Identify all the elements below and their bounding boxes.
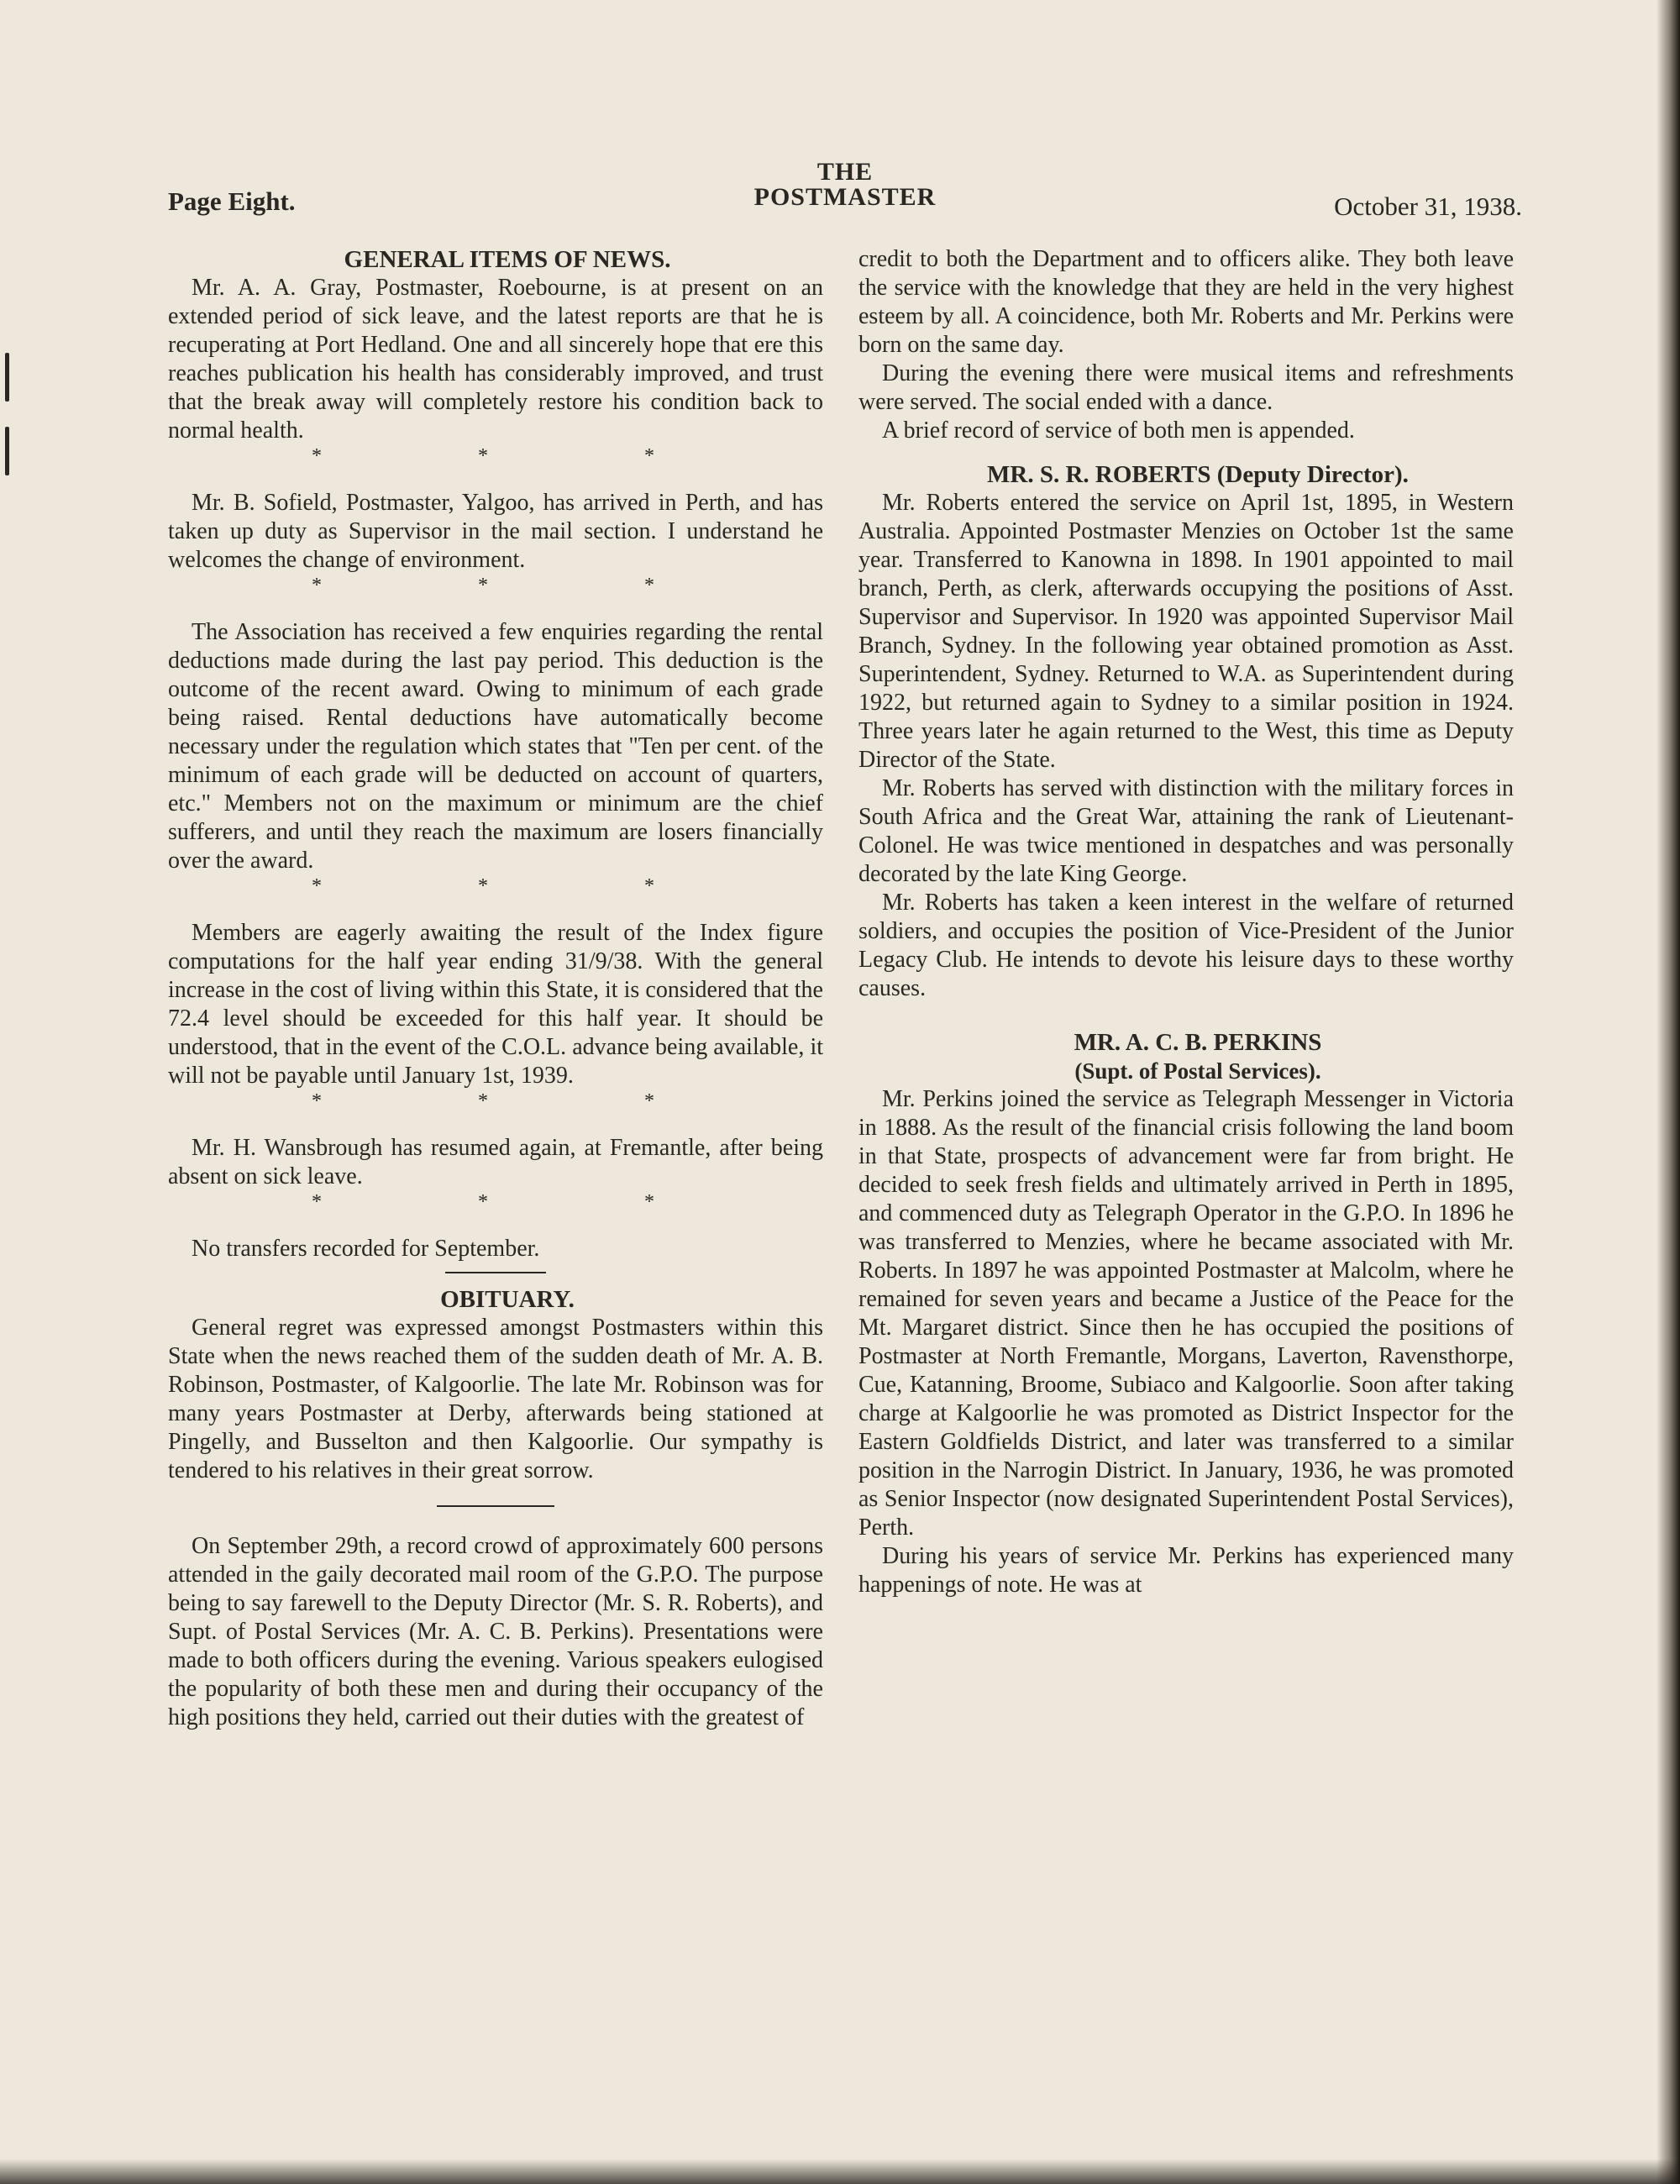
right-column	[858, 245, 1514, 1599]
news-item-transfers: No transfers recorded for September.	[192, 1236, 540, 1262]
roberts-military: Mr. Roberts has served with distinction with the military forces in South Africa and the Great War, attaining the rank of Lieutenant-Colonel. He was twice mentioned in despatches and was personally decorated by the late King George.	[858, 775, 1514, 887]
page-bottom-shadow	[0, 2159, 1680, 2184]
divider	[445, 1272, 546, 1273]
obituary-text: General regret was expressed amongst Postmasters within this State when the news reached them of the sudden death of Mr. A. B. Robinson, Postmaster, of Kalgoorlie. The late Mr. Robinson was for many years Postmaster at Derby, afterwards being stationed at Pingelly, and Busselton and then Kalgoorlie. Our sympathy is tendered to his relatives in their great sorrow.	[168, 1315, 823, 1483]
page-edge-shadow	[1656, 0, 1680, 2184]
separator-stars: * * *	[312, 1090, 730, 1112]
section-heading-obituary: OBITUARY.	[440, 1286, 575, 1313]
news-item-gray: Mr. A. A. Gray, Postmaster, Roebourne, is at present on an extended period of sick leave, and the latest reports are that he is recuperating at Port Hedland. One and all sincerely hope that ere this reaches publication his health has considerably improved, and trust that the break away will completely restore his condition back to normal health.	[168, 275, 823, 444]
record-text: A brief record of service of both men is appended.	[882, 417, 1355, 444]
section-heading-perkins: MR. A. C. B. PERKINS	[1074, 1029, 1322, 1056]
section-heading-general-news: GENERAL ITEMS OF NEWS.	[344, 246, 671, 273]
binding-mark	[5, 353, 9, 402]
binding-mark	[5, 427, 9, 475]
page-number: Page Eight.	[168, 186, 296, 216]
news-item-sofield: Mr. B. Sofield, Postmaster, Yalgoo, has arrived in Perth, and has taken up duty as Supervisor in the mail section. I understand he welcomes the change of environment.	[168, 490, 823, 573]
separator-stars: * * *	[312, 875, 730, 897]
section-subheading-perkins: (Supt. of Postal Services).	[1074, 1058, 1321, 1084]
divider	[437, 1505, 554, 1507]
news-item-index: Members are eagerly awaiting the result of the Index figure computations for the half year ending 31/9/38. With the general increase in the cost of living within this State, it is considered that the 72.4 level should be exceeded for this half year. It should be understood, that in the event of the C.O.L. advance being available, it will not be payable until January 1st, 1939.	[168, 920, 823, 1089]
publication-article: THE	[816, 158, 874, 186]
farewell-text: On September 29th, a record crowd of approximately 600 persons attended in the gaily decorated mail room of the G.P.O. The purpose being to say farewell to the Deputy Director (Mr. S. R. Roberts), and Supt. of Postal Services (Mr. A. C. B. Perkins). Presentations were made to both officers during the evening. Various speakers eulogised the popularity of both these men and during their occupancy of the high positions they held, carried out their duties with the greatest of	[168, 1533, 823, 1730]
issue-date: October 31, 1938.	[1334, 192, 1522, 221]
left-column	[168, 245, 823, 1732]
separator-stars: * * *	[312, 1191, 730, 1213]
roberts-career: Mr. Roberts entered the service on April 1st, 1895, in Western Australia. Appointed Postmaster Menzies on October 1st the same year. Transferred to Kanowna in 1898. In 1901 appointed to mail branch, Perth, as clerk, afterwards occupying the positions of Asst. Supervisor and Supervisor. In 1920 was appointed Supervisor Mail Branch, Sydney. In the following year obtained promotion as Asst. Superintendent, Sydney. Returned to W.A. as Superintendent during 1922, but returned again to Sydney to a similar position in 1924. Three years later he again returned to the West, this time as Deputy Director of the State.	[858, 490, 1514, 773]
page-header	[168, 158, 1522, 221]
section-heading-roberts: MR. S. R. ROBERTS (Deputy Director).	[987, 461, 1409, 488]
perkins-experience: During his years of service Mr. Perkins has experienced many happenings of note. He was at	[858, 1543, 1514, 1598]
roberts-legacy: Mr. Roberts has taken a keen interest in the welfare of returned soldiers, and occupies the position of Vice-President of the Junior Legacy Club. He intends to devote his leisure days to these worthy causes.	[858, 890, 1514, 1001]
separator-stars: * * *	[312, 575, 730, 596]
farewell-continuation: credit to both the Department and to officers alike. They both leave the service with the knowledge that they are held in the very highest esteem by all. A coincidence, both Mr. Roberts and Mr. Perkins were born on the same day.	[858, 246, 1514, 358]
news-item-wansbrough: Mr. H. Wansbrough has resumed again, at Fremantle, after being absent on sick leave.	[168, 1135, 823, 1189]
separator-stars: * * *	[312, 445, 730, 467]
news-item-rental: The Association has received a few enquiries regarding the rental deductions made during the last pay period. This deduction is the outcome of the recent award. Owing to minimum of each grade being raised. Rental deductions have automatically become necessary under the regulation which states that "Ten per cent. of the minimum of each grade will be deducted on account of quarters, etc." Members not on the maximum or minimum are the chief sufferers, and until they reach the maximum are losers financially over the award.	[168, 619, 823, 874]
evening-text: During the evening there were musical items and refreshments were served. The social ended with a dance.	[858, 360, 1514, 415]
perkins-career: Mr. Perkins joined the service as Telegraph Messenger in Victoria in 1888. As the result of the financial crisis following the land boom in that State, prospects of advancement were far from bright. He decided to seek fresh fields and ultimately arrived in Perth in 1895, and commenced duty as Telegraph Operator in the G.P.O. In 1896 he was transferred to Menzies, where he became associated with Mr. Roberts. In 1897 he was appointed Postmaster at Malcolm, where he remained for seven years and became a Justice of the Peace for the Mt. Margaret district. Since then he has occupied the positions of Postmaster at North Fremantle, Morgans, Laverton, Ravensthorpe, Cue, Katanning, Broome, Subiaco and Kalgoorlie. Soon after taking charge at Kalgoorlie he was promoted as District Inspector for the Eastern Goldfields District, and later was transferred to a similar position in the Narrogin District. In January, 1936, he was promoted as Senior Inspector (now designated Superintendent Postal Services), Perth.	[858, 1086, 1514, 1541]
publication-title: POSTMASTER	[753, 183, 937, 211]
